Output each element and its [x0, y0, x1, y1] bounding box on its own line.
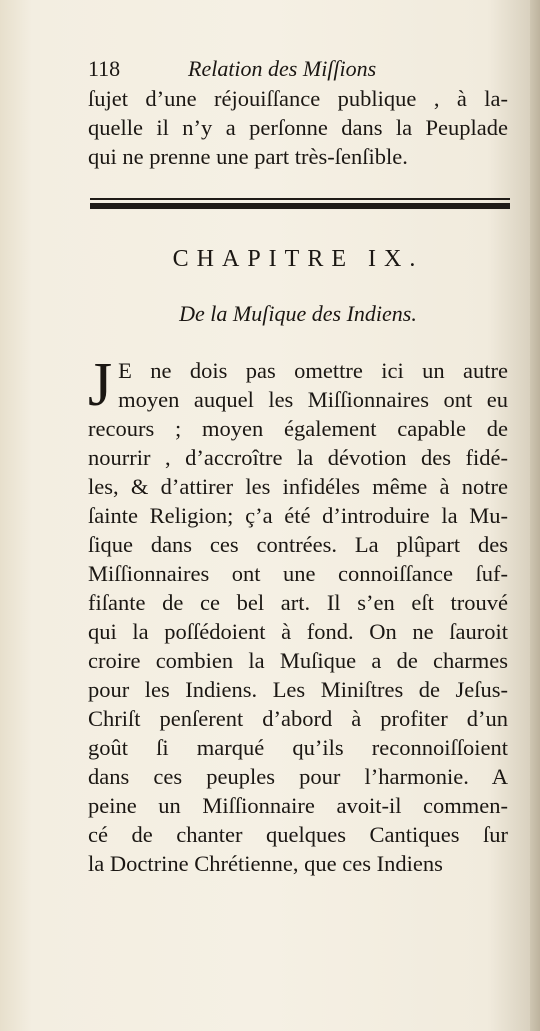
running-title: Relation des Miſſions [188, 56, 377, 81]
text-line: E ne dois pas omettre ici un autre [118, 358, 508, 383]
text-line: ſainte Religion; ç’a été d’introduire la Mu- [88, 503, 508, 528]
drop-cap: J [88, 351, 113, 419]
text-line: ſique dans ces contrées. La plûpart des [88, 532, 508, 557]
divider-thin-line [90, 198, 510, 200]
text-line: recours ; moyen également capable de [88, 416, 508, 441]
text-line: Miſſionnaires ont une connoiſſance ſuf- [88, 561, 508, 586]
text-line: Chriſt penſerent d’abord à profiter d’un [88, 706, 508, 731]
text-line: cé de chanter quelques Cantiques ſur [88, 822, 508, 847]
text-line: les, & d’attirer les infidéles même à notre [88, 474, 508, 499]
text-line: ſujet d’une réjouiſſance publique , à la- [88, 86, 508, 111]
text-line: peine un Miſſionnaire avoit-il commen- [88, 793, 508, 818]
chapter-title: CHAPITRE IX. [172, 246, 424, 272]
text-line: quelle il n’y a perſonne dans la Peuplade [88, 115, 508, 140]
text-line: la Doctrine Chrétienne, que ces Indiens [88, 851, 443, 876]
text-line: moyen auquel les Miſſionnaires ont eu [118, 387, 508, 412]
text-line: croire combien la Muſique a de charmes [88, 648, 508, 673]
text-line: fiſante de ce bel art. Il s’en eſt trouvé [88, 590, 508, 615]
text-line: nourrir , d’accroître la dévotion des fidé- [88, 445, 508, 470]
text-line: qui ne prenne une part très-ſenſible. [88, 144, 408, 169]
text-line: qui la poſſédoient à fond. On ne ſauroit [88, 619, 508, 644]
page-number: 118 [88, 56, 121, 81]
text-line: pour les Indiens. Les Miniſtres de Jeſus- [88, 677, 508, 702]
page-header [88, 56, 508, 86]
page-edge [530, 0, 540, 1031]
body-paragraph [88, 351, 508, 878]
text-line: dans ces peuples pour l’harmonie. A [88, 764, 508, 789]
text-line: goût ſi marqué qu’ils reconnoiſſoient [88, 735, 508, 760]
top-paragraph [88, 84, 508, 171]
chapter-subtitle: De la Muſique des Indiens. [179, 301, 417, 326]
chapter-divider [90, 198, 510, 212]
divider-thick-line [90, 203, 510, 209]
